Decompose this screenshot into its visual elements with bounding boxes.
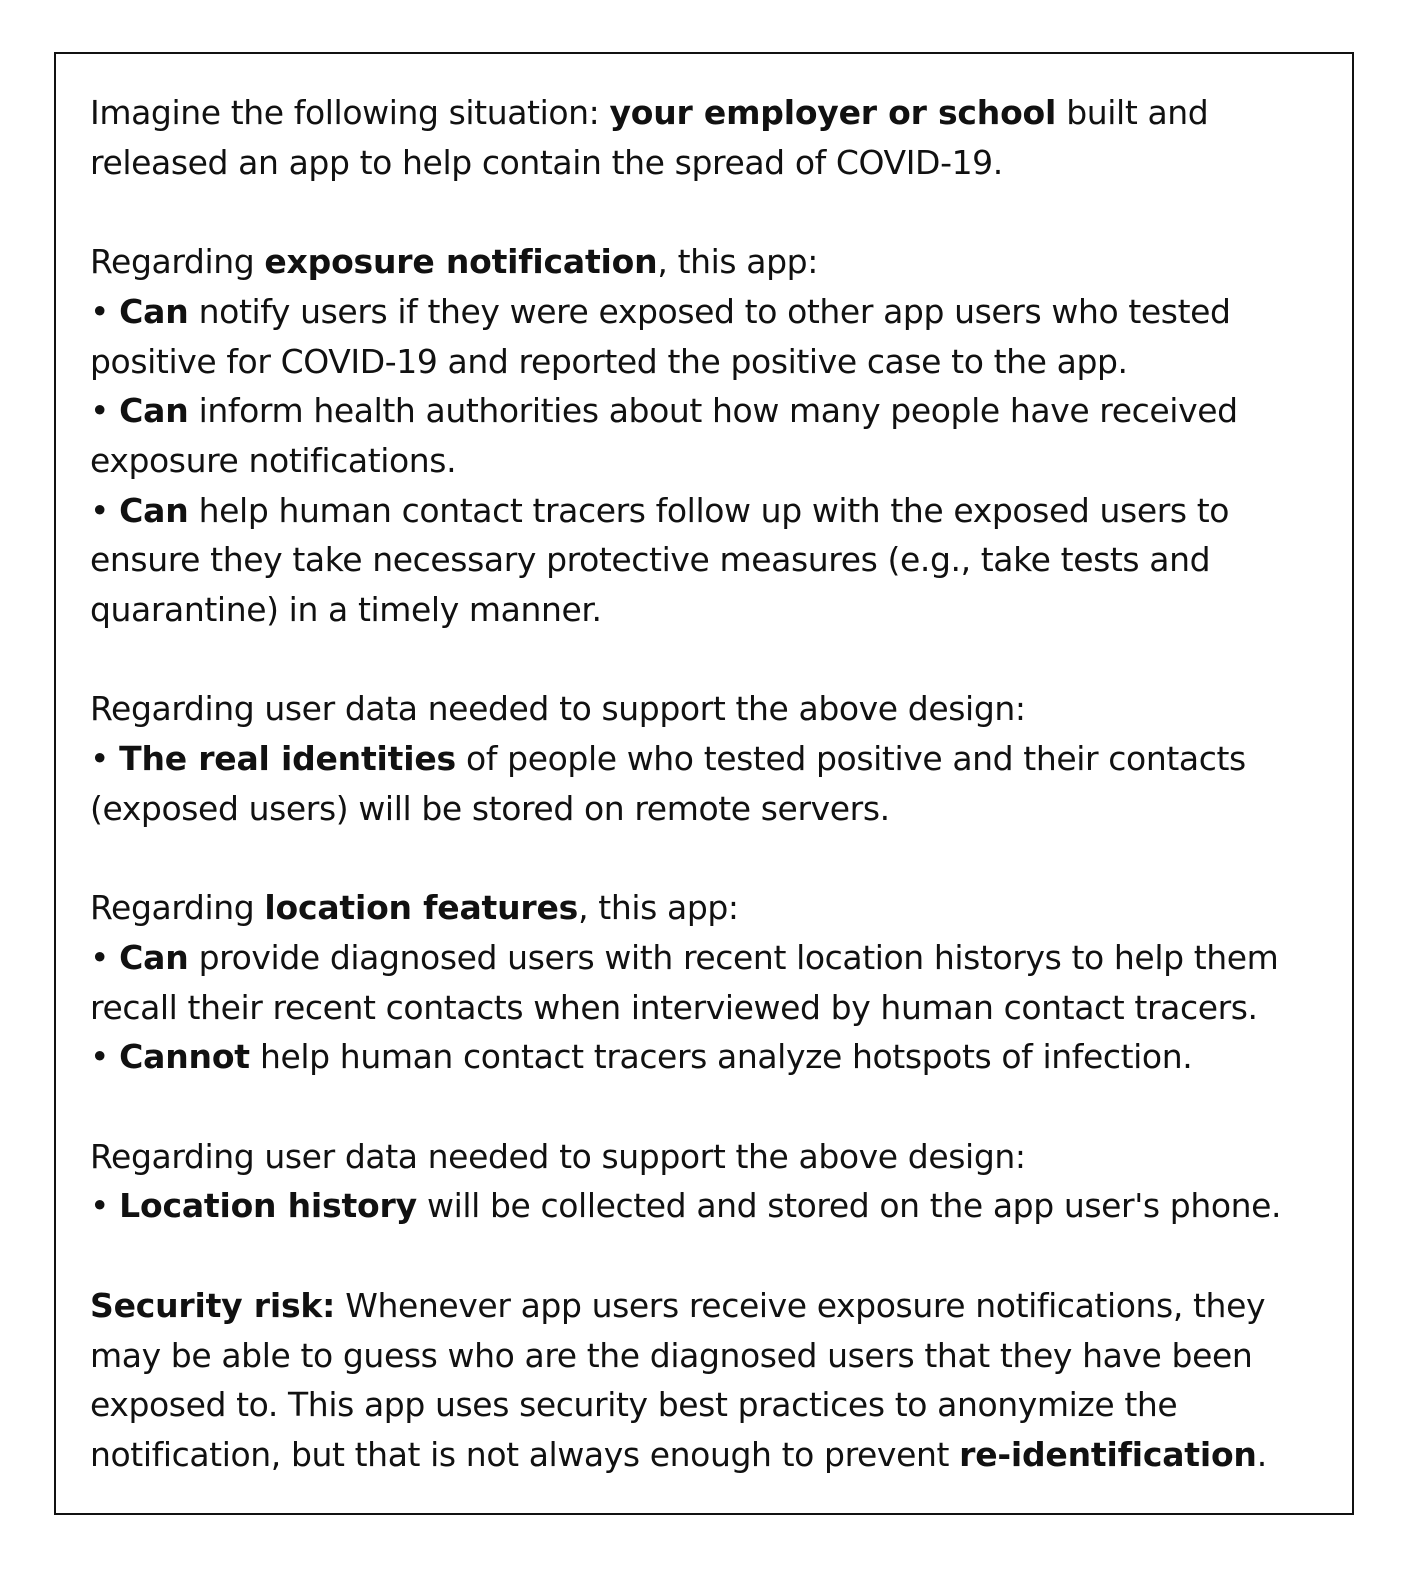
exposure-heading-suffix: , this app: bbox=[657, 242, 818, 282]
intro-emphasis: your employer or school bbox=[609, 93, 1057, 132]
exposure-item-3 bbox=[90, 486, 1330, 635]
scenario-card bbox=[54, 52, 1354, 1515]
location-heading-suffix: , this app: bbox=[578, 888, 739, 928]
security-risk-label: Security risk: bbox=[90, 1285, 336, 1325]
exposure-data-heading: Regarding user data needed to support the above design: bbox=[90, 689, 1026, 729]
spacer bbox=[90, 834, 1330, 884]
exposure-item-1 bbox=[90, 287, 1330, 386]
exposure-item-2 bbox=[90, 386, 1330, 485]
location-data-item-1 bbox=[90, 1181, 1330, 1231]
location-item-1-emphasis: Can bbox=[119, 937, 189, 977]
exposure-item-1-text: notify users if they were exposed to other app users who tested positive for COVID-19 and reported the positive case to the app. bbox=[90, 291, 1231, 381]
location-item-2-text: help human contact tracers analyze hotspots of infection. bbox=[249, 1037, 1193, 1077]
location-item-1 bbox=[90, 933, 1330, 1032]
spacer bbox=[90, 1231, 1330, 1281]
exposure-item-2-text: inform health authorities about how many people have received exposure notifications. bbox=[90, 391, 1238, 480]
bullet: • bbox=[90, 391, 120, 431]
bullet: • bbox=[90, 291, 120, 331]
exposure-data-item-1-emphasis: The real identities bbox=[119, 739, 456, 779]
location-data-item-1-text: will be collected and stored on the app user's phone. bbox=[416, 1186, 1282, 1226]
exposure-heading bbox=[90, 237, 1330, 287]
exposure-heading-text: Regarding bbox=[90, 242, 265, 282]
exposure-data-item-1-text: of people who tested positive and their contacts (exposed users) will be stored on remote servers. bbox=[90, 739, 1246, 828]
exposure-data-item-1 bbox=[90, 734, 1330, 833]
location-heading bbox=[90, 883, 1330, 933]
location-data-item-1-emphasis: Location history bbox=[119, 1186, 417, 1226]
bullet: • bbox=[90, 1037, 120, 1077]
intro-text-end: built and released an app to help contain the spread of COVID-19. bbox=[90, 93, 1209, 182]
spacer bbox=[90, 187, 1330, 237]
exposure-item-3-text: help human contact tracers follow up with the exposed users to ensure they take necessary protective measures (e.g., take tests and quarantine) in a timely manner. bbox=[90, 490, 1230, 630]
security-risk-period: . bbox=[1256, 1434, 1267, 1474]
security-risk-emphasis: re-identification bbox=[959, 1434, 1257, 1474]
location-heading-emphasis: location features bbox=[264, 888, 579, 928]
location-item-2 bbox=[90, 1032, 1330, 1082]
security-risk-paragraph bbox=[90, 1281, 1330, 1480]
exposure-heading-emphasis: exposure notification bbox=[264, 242, 658, 282]
exposure-item-2-emphasis: Can bbox=[119, 391, 189, 431]
spacer bbox=[90, 635, 1330, 685]
bullet: • bbox=[90, 1186, 120, 1226]
location-item-1-text: provide diagnosed users with recent location historys to help them recall their recent contacts when interviewed by human contact tracers. bbox=[90, 937, 1279, 1027]
spacer bbox=[90, 1082, 1330, 1132]
location-item-2-emphasis: Cannot bbox=[119, 1037, 250, 1077]
intro-text: Imagine the following situation: bbox=[90, 93, 610, 132]
bullet: • bbox=[90, 490, 120, 530]
scenario-content bbox=[90, 88, 1330, 1480]
location-heading-text: Regarding bbox=[90, 888, 265, 928]
bullet: • bbox=[90, 937, 120, 977]
intro-paragraph bbox=[90, 88, 1330, 187]
location-data-heading: Regarding user data needed to support the above design: bbox=[90, 1136, 1026, 1176]
exposure-item-3-emphasis: Can bbox=[119, 490, 189, 530]
security-risk-text: Whenever app users receive exposure notifications, they may be able to guess who are the diagnosed users that they have been exposed to. This app uses security best practices to anonymize the notification, but that is not always enough to prevent bbox=[90, 1285, 1266, 1474]
bullet: • bbox=[90, 739, 120, 779]
exposure-item-1-emphasis: Can bbox=[119, 291, 189, 331]
